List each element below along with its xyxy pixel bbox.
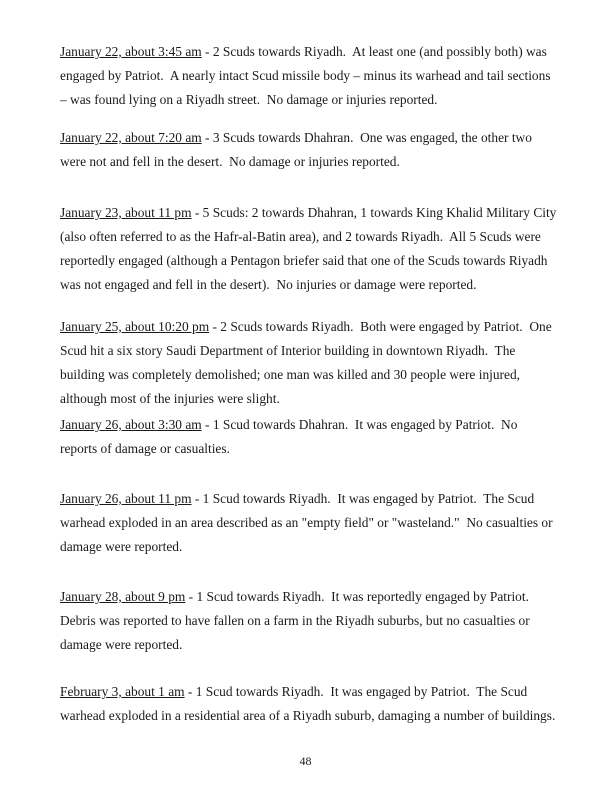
entry-text: warhead exploded in a residential area of a Riyadh suburb, damaging a number of buildings. xyxy=(60,708,556,723)
entry-text: - 1 Scud towards Riyadh. It was engaged by Patriot. The Scud xyxy=(191,491,535,506)
entry-date: January 22, about 3:45 am xyxy=(60,44,202,59)
entry-date: February 3, about 1 am xyxy=(60,684,185,699)
text-line xyxy=(60,680,600,704)
text-line xyxy=(60,88,600,112)
entry-text: Scud hit a six story Saudi Department of Interior building in downtown Riyadh. The xyxy=(60,343,516,358)
entry-paragraph xyxy=(60,413,600,461)
entry-text: - 2 Scuds towards Riyadh. Both were engaged by Patriot. One xyxy=(209,319,552,334)
text-line xyxy=(60,64,600,88)
text-line xyxy=(60,273,600,297)
entry-date: January 26, about 11 pm xyxy=(60,491,192,506)
entry-paragraph xyxy=(60,680,600,728)
entry-text: – was found lying on a Riyadh street. No damage or injuries reported. xyxy=(60,92,438,107)
text-line xyxy=(60,511,600,535)
text-line xyxy=(60,40,600,64)
text-line xyxy=(60,150,600,174)
entry-text: was not engaged and fell in the desert). No injuries or damage were reported. xyxy=(60,277,477,292)
text-line xyxy=(60,339,600,363)
entry-date: January 28, about 9 pm xyxy=(60,589,186,604)
text-line xyxy=(60,363,600,387)
entry-text: - 2 Scuds towards Riyadh. At least one (and possibly both) was xyxy=(201,44,547,59)
entry-paragraph xyxy=(60,40,600,112)
entry-date: January 25, about 10:20 pm xyxy=(60,319,210,334)
entry-text: - 5 Scuds: 2 towards Dhahran, 1 towards King Khalid Military City xyxy=(191,205,557,220)
text-line xyxy=(60,249,600,273)
entry-text: damage were reported. xyxy=(60,539,183,554)
text-line xyxy=(60,585,600,609)
entry-text: damage were reported. xyxy=(60,637,183,652)
entry-date: January 26, about 3:30 am xyxy=(60,417,202,432)
entry-date: January 23, about 11 pm xyxy=(60,205,192,220)
text-line xyxy=(60,387,600,411)
entry-text: - 1 Scud towards Dhahran. It was engaged by Patriot. No xyxy=(201,417,518,432)
page-number: 48 xyxy=(299,754,312,768)
text-line xyxy=(60,487,600,511)
entry-paragraph xyxy=(60,126,600,174)
entry-text: - 3 Scuds towards Dhahran. One was engaged, the other two xyxy=(201,130,532,145)
entry-text: building was completely demolished; one man was killed and 30 people were injured, xyxy=(60,367,521,382)
entry-text: reportedly engaged (although a Pentagon briefer said that one of the Scuds towards Riyadh xyxy=(60,253,548,268)
entry-text: reports of damage or casualties. xyxy=(60,441,230,456)
text-line xyxy=(60,437,600,461)
text-line xyxy=(60,609,600,633)
text-line xyxy=(60,633,600,657)
entry-text: Debris was reported to have fallen on a farm in the Riyadh suburbs, but no casualties or xyxy=(60,613,530,628)
text-line xyxy=(60,413,600,437)
text-line xyxy=(60,201,600,225)
entry-text: - 1 Scud towards Riyadh. It was engaged by Patriot. The Scud xyxy=(184,684,528,699)
text-line xyxy=(60,535,600,559)
text-line xyxy=(60,126,600,150)
text-line xyxy=(60,704,600,728)
entry-date: January 22, about 7:20 am xyxy=(60,130,202,145)
entry-text: engaged by Patriot. A nearly intact Scud missile body – minus its warhead and tail sections xyxy=(60,68,551,83)
text-line xyxy=(60,315,600,339)
entry-text: - 1 Scud towards Riyadh. It was reportedly engaged by Patriot. xyxy=(185,589,529,604)
text-line xyxy=(60,225,600,249)
entry-paragraph xyxy=(60,585,600,657)
entry-paragraph xyxy=(60,201,600,297)
entry-text: warhead exploded in an area described as an "empty field" or "wasteland." No casualties or xyxy=(60,515,553,530)
entry-text: although most of the injuries were slight. xyxy=(60,391,280,406)
entry-paragraph xyxy=(60,487,600,559)
entry-text: (also often referred to as the Hafr-al-Batin area), and 2 towards Riyadh. All 5 Scuds were xyxy=(60,229,541,244)
entry-text: were not and fell in the desert. No damage or injuries reported. xyxy=(60,154,400,169)
entry-paragraph xyxy=(60,315,600,411)
